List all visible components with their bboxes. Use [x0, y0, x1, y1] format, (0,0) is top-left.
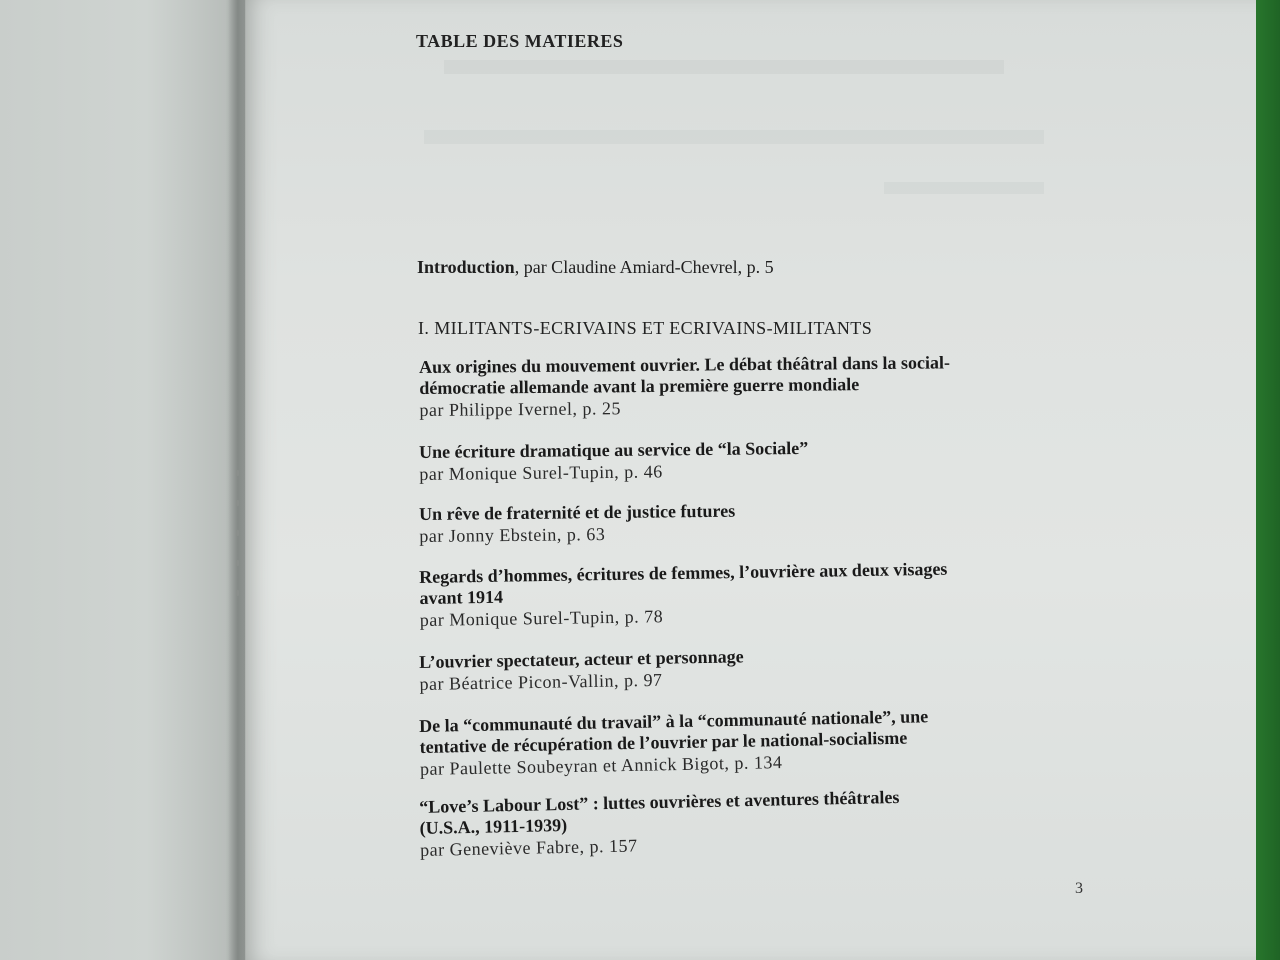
entry-byline: par Paulette Soubeyran et Annick Bigot, p. 134: [419, 752, 783, 779]
toc-entry: [419, 559, 948, 631]
toc-entry: [419, 501, 736, 547]
entry-title-line: avant 1914: [419, 586, 504, 608]
toc-title: TABLE DES MATIERES: [416, 31, 624, 51]
entry-title-line: Regards d’hommes, écritures de femmes, l’ouvrière aux deux visages: [419, 558, 948, 587]
toc-entry: [419, 438, 809, 485]
entry-title-line: Aux origines du mouvement ouvrier. Le débat théâtral dans la social-: [419, 352, 950, 377]
toc-entry: [419, 646, 744, 695]
toc-entry: [419, 352, 950, 421]
entry-byline: par Jonny Ebstein, p. 63: [419, 524, 606, 546]
introduction-label: Introduction: [417, 257, 515, 277]
entry-title-line: “Love’s Labour Lost” : luttes ouvrières et aventures théâtrales: [419, 786, 900, 817]
entry-title-line: (U.S.A., 1911-1939): [419, 814, 568, 838]
toc-entry: [419, 706, 929, 780]
entry-byline: par Monique Surel-Tupin, p. 78: [419, 606, 664, 630]
entry-title-line: De la “communauté du travail” à la “communauté nationale”, une: [419, 706, 929, 736]
entry-byline: par Geneviève Fabre, p. 157: [419, 835, 638, 860]
entry-byline: par Philippe Ivernel, p. 25: [419, 398, 622, 420]
entry-byline: par Monique Surel-Tupin, p. 46: [419, 461, 663, 484]
entry-title-line: démocratie allemande avant la première guerre mondiale: [419, 374, 860, 398]
entry-byline: par Béatrice Picon-Vallin, p. 97: [419, 669, 663, 694]
page-number: 3: [1075, 880, 1083, 897]
section-heading: I. MILITANTS-ECRIVAINS ET ECRIVAINS-MILITANTS: [418, 318, 873, 338]
entry-title-line: tentative de récupération de l’ouvrier par le national-socialisme: [419, 727, 908, 757]
introduction-entry: [417, 257, 774, 278]
toc-entry: [419, 787, 901, 861]
introduction-byline: , par Claudine Amiard-Chevrel, p. 5: [514, 257, 774, 277]
entry-title-line: L’ouvrier spectateur, acteur et personnage: [419, 646, 744, 672]
entry-title-line: Un rêve de fraternité et de justice futures: [419, 500, 736, 524]
entry-title-line: Une écriture dramatique au service de “la Sociale”: [419, 437, 809, 462]
